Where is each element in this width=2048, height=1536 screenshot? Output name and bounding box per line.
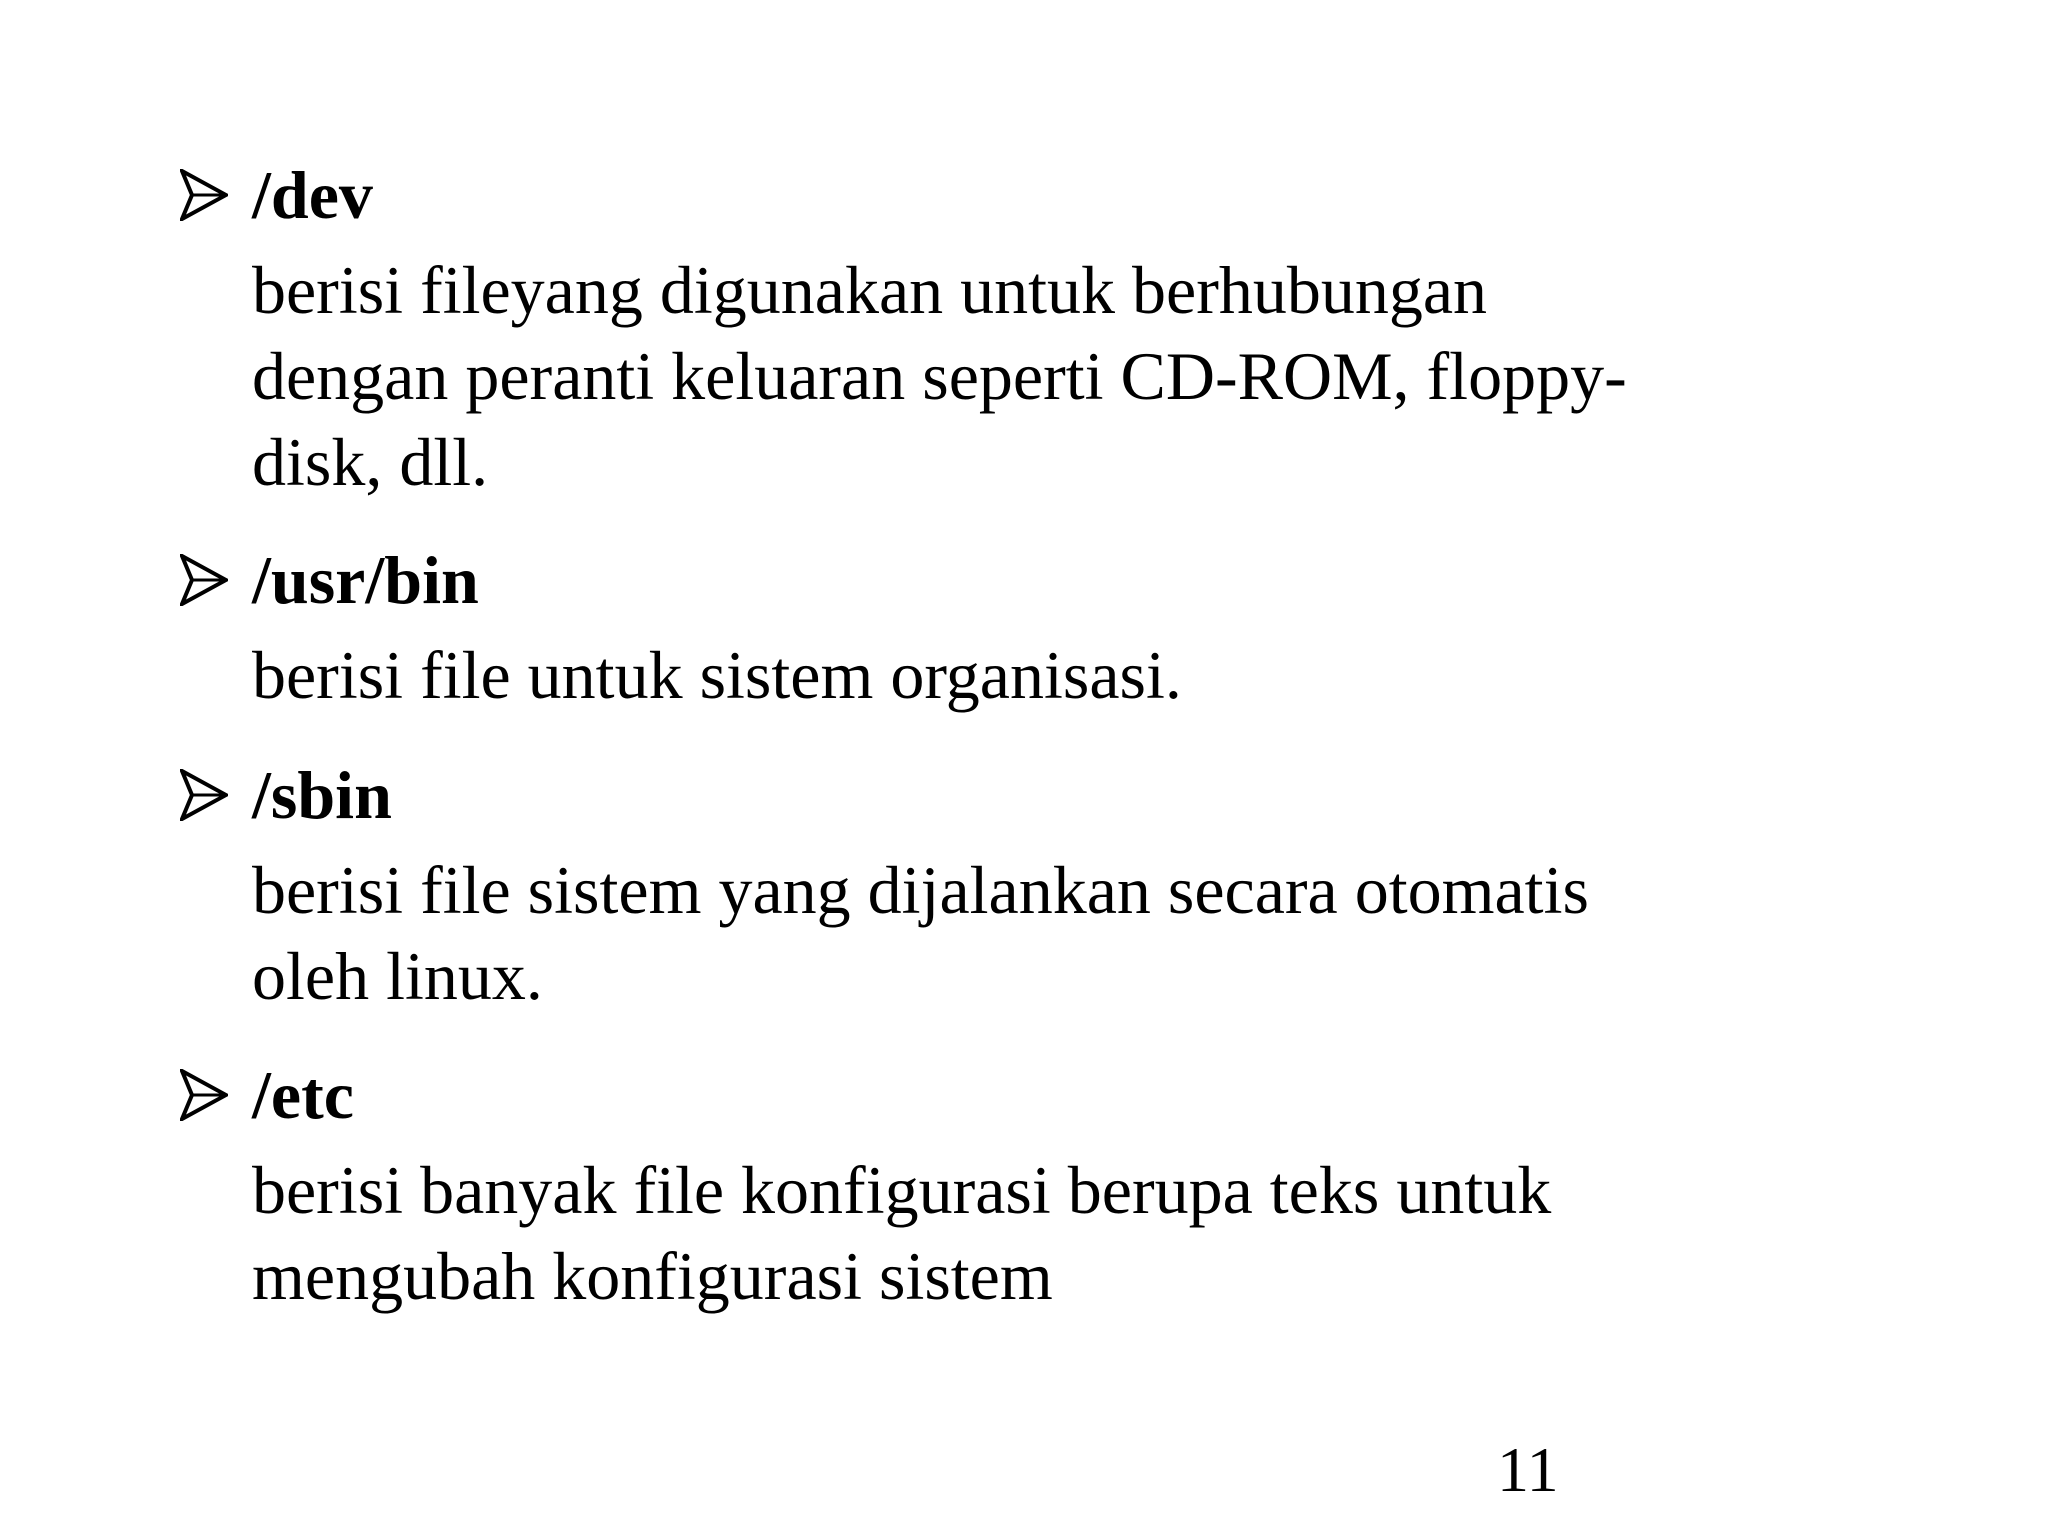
entry-heading: /usr/bin — [252, 542, 479, 618]
entry-heading-row — [180, 540, 1880, 620]
entry-heading: /sbin — [252, 757, 392, 833]
arrow-bullet-icon — [180, 769, 228, 821]
entry-description — [252, 847, 1892, 1019]
entry-description — [252, 247, 1892, 505]
entry-heading-row — [180, 755, 1880, 835]
entry-sbin — [180, 755, 1880, 1019]
page-number: 11 — [1497, 1434, 1559, 1505]
entry-heading: /etc — [252, 1057, 354, 1133]
entry-description — [252, 1147, 1892, 1319]
arrow-bullet-icon — [180, 1069, 228, 1121]
entry-description — [252, 632, 1892, 718]
entry-heading-row — [180, 155, 1880, 235]
arrow-bullet-icon — [180, 554, 228, 606]
description-line: berisi banyak file konfigurasi berupa teks untuk — [252, 1152, 1552, 1228]
entry-usr-bin — [180, 540, 1880, 718]
description-line: berisi file untuk sistem organisasi. — [252, 637, 1182, 713]
entry-etc — [180, 1055, 1880, 1319]
description-line: mengubah konfigurasi sistem — [252, 1238, 1053, 1314]
entry-dev — [180, 155, 1880, 505]
description-line: oleh linux. — [252, 938, 543, 1014]
description-line: berisi fileyang digunakan untuk berhubungan — [252, 252, 1488, 328]
entry-heading: /dev — [252, 157, 373, 233]
description-line: berisi file sistem yang dijalankan secara otomatis — [252, 852, 1589, 928]
description-line: disk, dll. — [252, 424, 489, 500]
description-line: dengan peranti keluaran seperti CD-ROM, floppy- — [252, 338, 1627, 414]
arrow-bullet-icon — [180, 169, 228, 221]
entry-heading-row — [180, 1055, 1880, 1135]
